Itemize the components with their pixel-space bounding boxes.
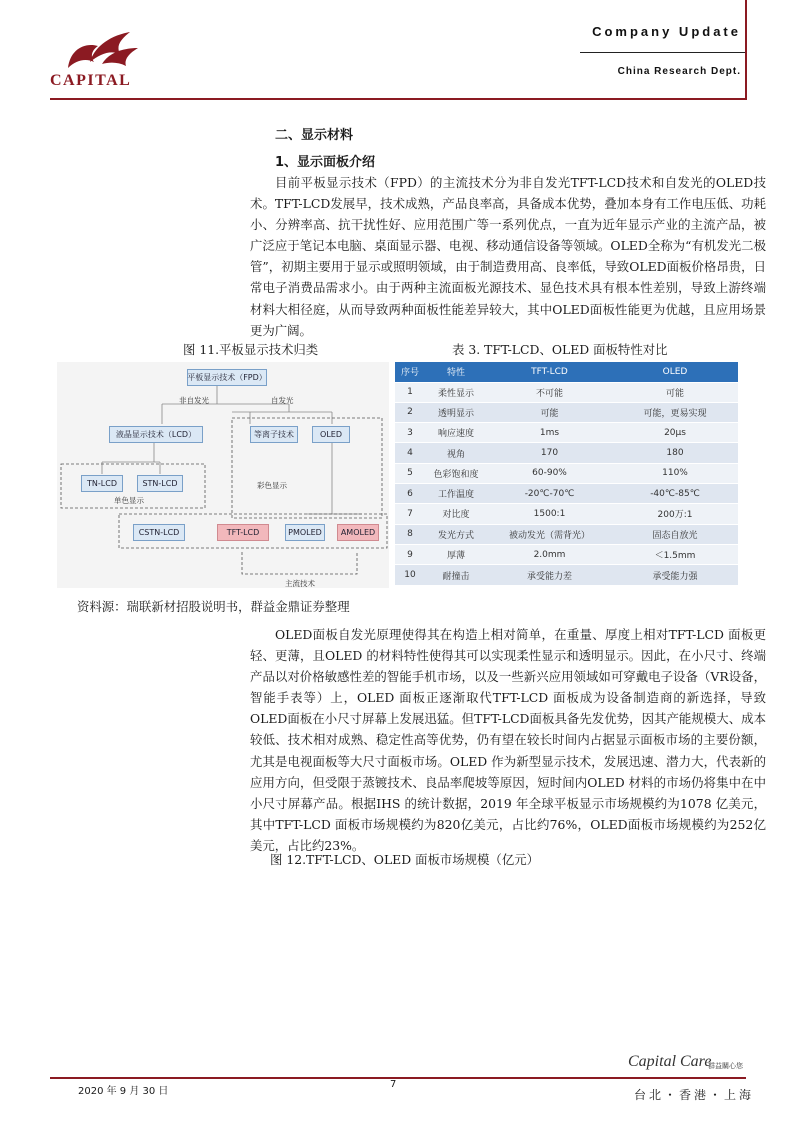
header-rule (50, 98, 746, 100)
table-cell: 柔性显示 (425, 382, 487, 402)
report-date: 2020 年 9 月 30 日 (78, 1086, 169, 1097)
node-cstn-lcd: CSTN-LCD (133, 524, 185, 541)
table-cell: 1 (395, 382, 425, 402)
table-row (395, 463, 738, 483)
subsection-heading: 1、显示面板介绍 (275, 155, 376, 170)
table-row (395, 402, 738, 422)
node-fpd: 平板显示技术（FPD） (187, 369, 267, 386)
table-cell: 透明显示 (425, 402, 487, 422)
table-cell: 响应速度 (425, 423, 487, 443)
table-cell: -20℃-70℃ (487, 483, 612, 503)
table-cell: 20μs (612, 423, 738, 443)
header-accent-bar (745, 0, 747, 100)
node-tn-lcd: TN-LCD (81, 475, 123, 492)
header-divider (580, 52, 746, 53)
capital-care-tagline: 群益關心您 (708, 1062, 743, 1070)
table-cell: 6 (395, 483, 425, 503)
section-heading: 二、显示材料 (275, 128, 354, 143)
brand-name: CAPITAL (50, 72, 132, 89)
table-cell: 可能 (487, 402, 612, 422)
table-header-row (395, 362, 738, 382)
table-cell: 可能 (612, 382, 738, 402)
table-row (395, 504, 738, 524)
label-non-emissive: 非自发光 (179, 396, 209, 405)
col-header: TFT-LCD (487, 362, 612, 382)
table-cell: 60-90% (487, 463, 612, 483)
department-name: China Research Dept. (617, 66, 741, 77)
node-tft-lcd: TFT-LCD (217, 524, 269, 541)
table-row (395, 483, 738, 503)
table-cell: 1ms (487, 423, 612, 443)
table-cell: 200万:1 (612, 504, 738, 524)
table-cell: 1500:1 (487, 504, 612, 524)
table-cell: 可能，更易实现 (612, 402, 738, 422)
node-stn-lcd: STN-LCD (137, 475, 183, 492)
fpd-classification-diagram (57, 362, 389, 588)
table-cell: 对比度 (425, 504, 487, 524)
footer-rule (50, 1077, 746, 1079)
table-row (395, 524, 738, 544)
col-header: OLED (612, 362, 738, 382)
table-cell: 不可能 (487, 382, 612, 402)
table-cell: 110% (612, 463, 738, 483)
table-cell: 色彩饱和度 (425, 463, 487, 483)
table-3-caption: 表 3. TFT-LCD、OLED 面板特性对比 (452, 342, 668, 357)
table-row (395, 544, 738, 564)
node-lcd: 液晶显示技术（LCD） (109, 426, 203, 443)
figure-source: 资料源：瑞联新材招股说明书，群益金鼎证券整理 (77, 599, 350, 614)
table-row (395, 565, 738, 585)
col-header: 序号 (395, 362, 425, 382)
table-cell: -40℃-85℃ (612, 483, 738, 503)
table-cell: 厚薄 (425, 544, 487, 564)
table-cell: 视角 (425, 443, 487, 463)
table-row (395, 382, 738, 402)
table-cell: 9 (395, 544, 425, 564)
table-cell: 固态自放光 (612, 524, 738, 544)
table-row (395, 443, 738, 463)
label-color: 彩色显示 (257, 481, 287, 490)
panel-comparison-table (395, 362, 738, 585)
table-cell: ＜1.5mm (612, 544, 738, 564)
table-cell: 3 (395, 423, 425, 443)
node-oled: OLED (312, 426, 350, 443)
table-cell: 发光方式 (425, 524, 487, 544)
oled-analysis-paragraph: OLED面板自发光原理使得其在构造上相对简单，在重量、厚度上相对TFT-LCD 面板更轻、更薄，且OLED 的材料特性使得其可以实现柔性显示和透明显示。因此，在小尺寸、终端产品以对价格敏感性差的智能手机市场，以及一些新兴应用领域如可穿戴电子设备（VR设备，智能手表等）上，OLED 面板正逐渐取代TFT-LCD 面板成为设备制造商的新选择，导致OLED面板在小尺寸屏幕上发展迅猛。但TFT-LCD面板具备先发优势，因其产能规模大、成本较低、技术相对成熟、稳定性高等优势，仍有望在较长时间内占据显示面板市场的主要份额，尤其是电视面板等大尺寸面板市场。OLED 作为新型显示技术，发展迅速、潜力大，代表新的应用方向，但受限于蒸镀技术、良品率爬坡等原因，短时间内OLED 材料的市场仍将集中在中小尺寸屏幕产品。根据IHS 的统计数据，2019 年全球平板显示市场规模约为1078 亿美元，其中TFT-LCD 面板市场规模约为820亿美元，占比约76%，OLED面板市场规模约为252亿美元，占比约23%。 (250, 627, 766, 853)
figure-11-caption: 图 11.平板显示技术归类 (183, 342, 319, 357)
table-cell: 2.0mm (487, 544, 612, 564)
table-cell: 8 (395, 524, 425, 544)
table-cell: 工作温度 (425, 483, 487, 503)
label-emissive: 自发光 (271, 396, 294, 405)
table-cell: 5 (395, 463, 425, 483)
table-cell: 10 (395, 565, 425, 585)
table-cell: 170 (487, 443, 612, 463)
node-pmoled: PMOLED (285, 524, 325, 541)
report-type: Company Update (592, 24, 741, 39)
figure-12-caption: 图 12.TFT-LCD、OLED 面板市场规模（亿元） (270, 852, 539, 867)
table-cell: 7 (395, 504, 425, 524)
office-cities: 台北・香港・上海 (634, 1088, 755, 1102)
capital-care-logo: Capital Care (628, 1053, 712, 1070)
node-amoled: AMOLED (337, 524, 379, 541)
col-header: 特性 (425, 362, 487, 382)
label-mainstream: 主流技术 (285, 579, 315, 588)
table-cell: 2 (395, 402, 425, 422)
table-cell: 被动发光（需背光） (487, 524, 612, 544)
table-cell: 4 (395, 443, 425, 463)
table-cell: 承受能力差 (487, 565, 612, 585)
label-monochrome: 单色显示 (114, 496, 144, 505)
table-cell: 耐撞击 (425, 565, 487, 585)
table-cell: 承受能力强 (612, 565, 738, 585)
intro-paragraph: 目前平板显示技术（FPD）的主流技术分为非自发光TFT-LCD技术和自发光的OLED技术。TFT-LCD发展早，技术成熟，产品良率高，具备成本优势，叠加本身有工作电压低、功耗小、分辨率高、抗干扰性好、应用范围广等一系列优点，一直为近年显示产业的主流产品，被广泛应于笔记本电脑、桌面显示器、电视、移动通信设备等领域。OLED全称为“有机发光二极管”，初期主要用于显示或照明领域，由于制造费用高、良率低，导致OLED面板价格昂贵，日常电子消费品需求小。由于两种主流面板光源技术、显色技术具有根本性差别，导致上游终端材料大相径庭，从而导致两种面板性能差异较大，其中OLED面板性能更为优越，且应用场景更为广阔。 (250, 175, 766, 338)
page-number: 7 (390, 1079, 397, 1090)
table-row (395, 423, 738, 443)
node-plasma: 等离子技术 (250, 426, 298, 443)
table-cell: 180 (612, 443, 738, 463)
